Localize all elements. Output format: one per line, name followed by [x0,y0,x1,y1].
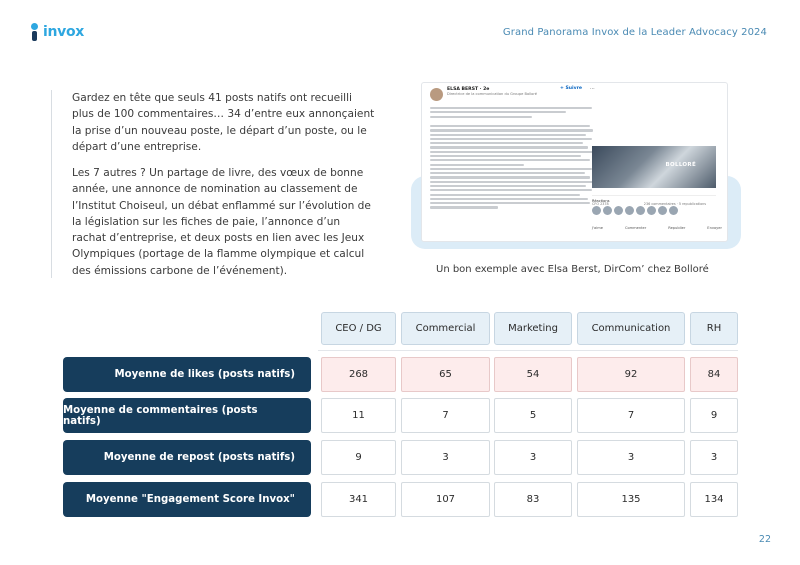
avatar [592,206,601,215]
table-cell: 268 [321,357,396,392]
table-cell: 83 [494,482,572,517]
table-cell: 7 [577,398,685,433]
column-header-marketing: Marketing [494,312,572,345]
post-image [592,146,716,188]
table-cell: 341 [321,482,396,517]
follow-button: + Suivre [560,86,582,91]
linkedin-post-screenshot [421,82,728,242]
invox-logo [30,23,84,41]
quote-divider [51,90,52,278]
table-cell: 84 [690,357,738,392]
table-cell: 135 [577,482,685,517]
table-cell: 5 [494,398,572,433]
row-header-comments: Moyenne de commentaires (posts natifs) [63,398,311,433]
post-actions [592,226,722,230]
avatar [636,206,645,215]
table-cell: 65 [401,357,490,392]
reaction-avatars [592,206,678,215]
table-cell: 9 [321,440,396,475]
invox-logo-icon [30,23,39,41]
post-author-name: ELSA BERST · 2e [447,87,490,92]
table-cell: 7 [401,398,490,433]
avatar [658,206,667,215]
send-action: Envoyer [707,226,722,230]
screenshot-caption: Un bon exemple avec Elsa Berst, DirCom’ chez Bolloré [436,264,709,275]
table-cell: 107 [401,482,490,517]
avatar [669,206,678,215]
row-header-likes: Moyenne de likes (posts natifs) [63,357,311,392]
report-title: Grand Panorama Invox de la Leader Advocacy 2024 [502,27,767,38]
reactions-label: Réactions [592,199,610,203]
column-header-commercial: Commercial [401,312,490,345]
repost-action: Republier [668,226,686,230]
paragraph-2: Les 7 autres ? Un partage de livre, des vœux de bonne année, une annonce de nomination au classement de l’Institut Choiseul, un débat enflammé sur l’évolution de la législation sur les fiches de paie, l’annonce d’un rachat d’entreprise, et deux posts en lien avec les Jeux Olympiques (portage de la flamme olympique et calcul des émissions carbone de l’événement). [72,167,371,277]
table-cell: 3 [401,440,490,475]
table-divider [318,350,738,351]
table-cell: 11 [321,398,396,433]
table-cell: 92 [577,357,685,392]
column-header-ceo: CEO / DG [321,312,396,345]
column-header-communication: Communication [577,312,685,345]
table-cell: 54 [494,357,572,392]
row-header-engagement-score: Moyenne "Engagement Score Invox" [63,482,311,517]
table-cell: 3 [577,440,685,475]
more-options-icon: ··· [590,86,595,92]
row-header-reposts: Moyenne de repost (posts natifs) [63,440,311,475]
bollore-logo-text: BOLLORÉ [665,162,696,168]
like-action: J'aime [592,226,603,230]
comment-action: Commenter [624,226,647,230]
logo-text: invox [43,24,85,40]
table-cell: 3 [494,440,572,475]
stats-right: 236 commentaires · 5 republications [643,202,707,206]
stats-left: CFO 2378 [592,202,609,206]
table-cell: 9 [690,398,738,433]
table-cell: 134 [690,482,738,517]
paragraph-1: Gardez en tête que seuls 41 posts natifs ont recueilli plus de 100 commentaires… 34 d’entre eux annonçaient la prise d’un nouveau poste, le départ d’un poste, ou le départ d’une entreprise. [72,92,375,153]
page-number: 22 [758,534,771,545]
post-body-text [430,107,600,211]
author-avatar [430,88,443,101]
table-cell: 3 [690,440,738,475]
avatar [614,206,623,215]
avatar [625,206,634,215]
avatar [603,206,612,215]
avatar [647,206,656,215]
column-header-rh: RH [690,312,738,345]
post-author-title: Directrice de la communication du Groupe Bolloré [447,92,537,96]
